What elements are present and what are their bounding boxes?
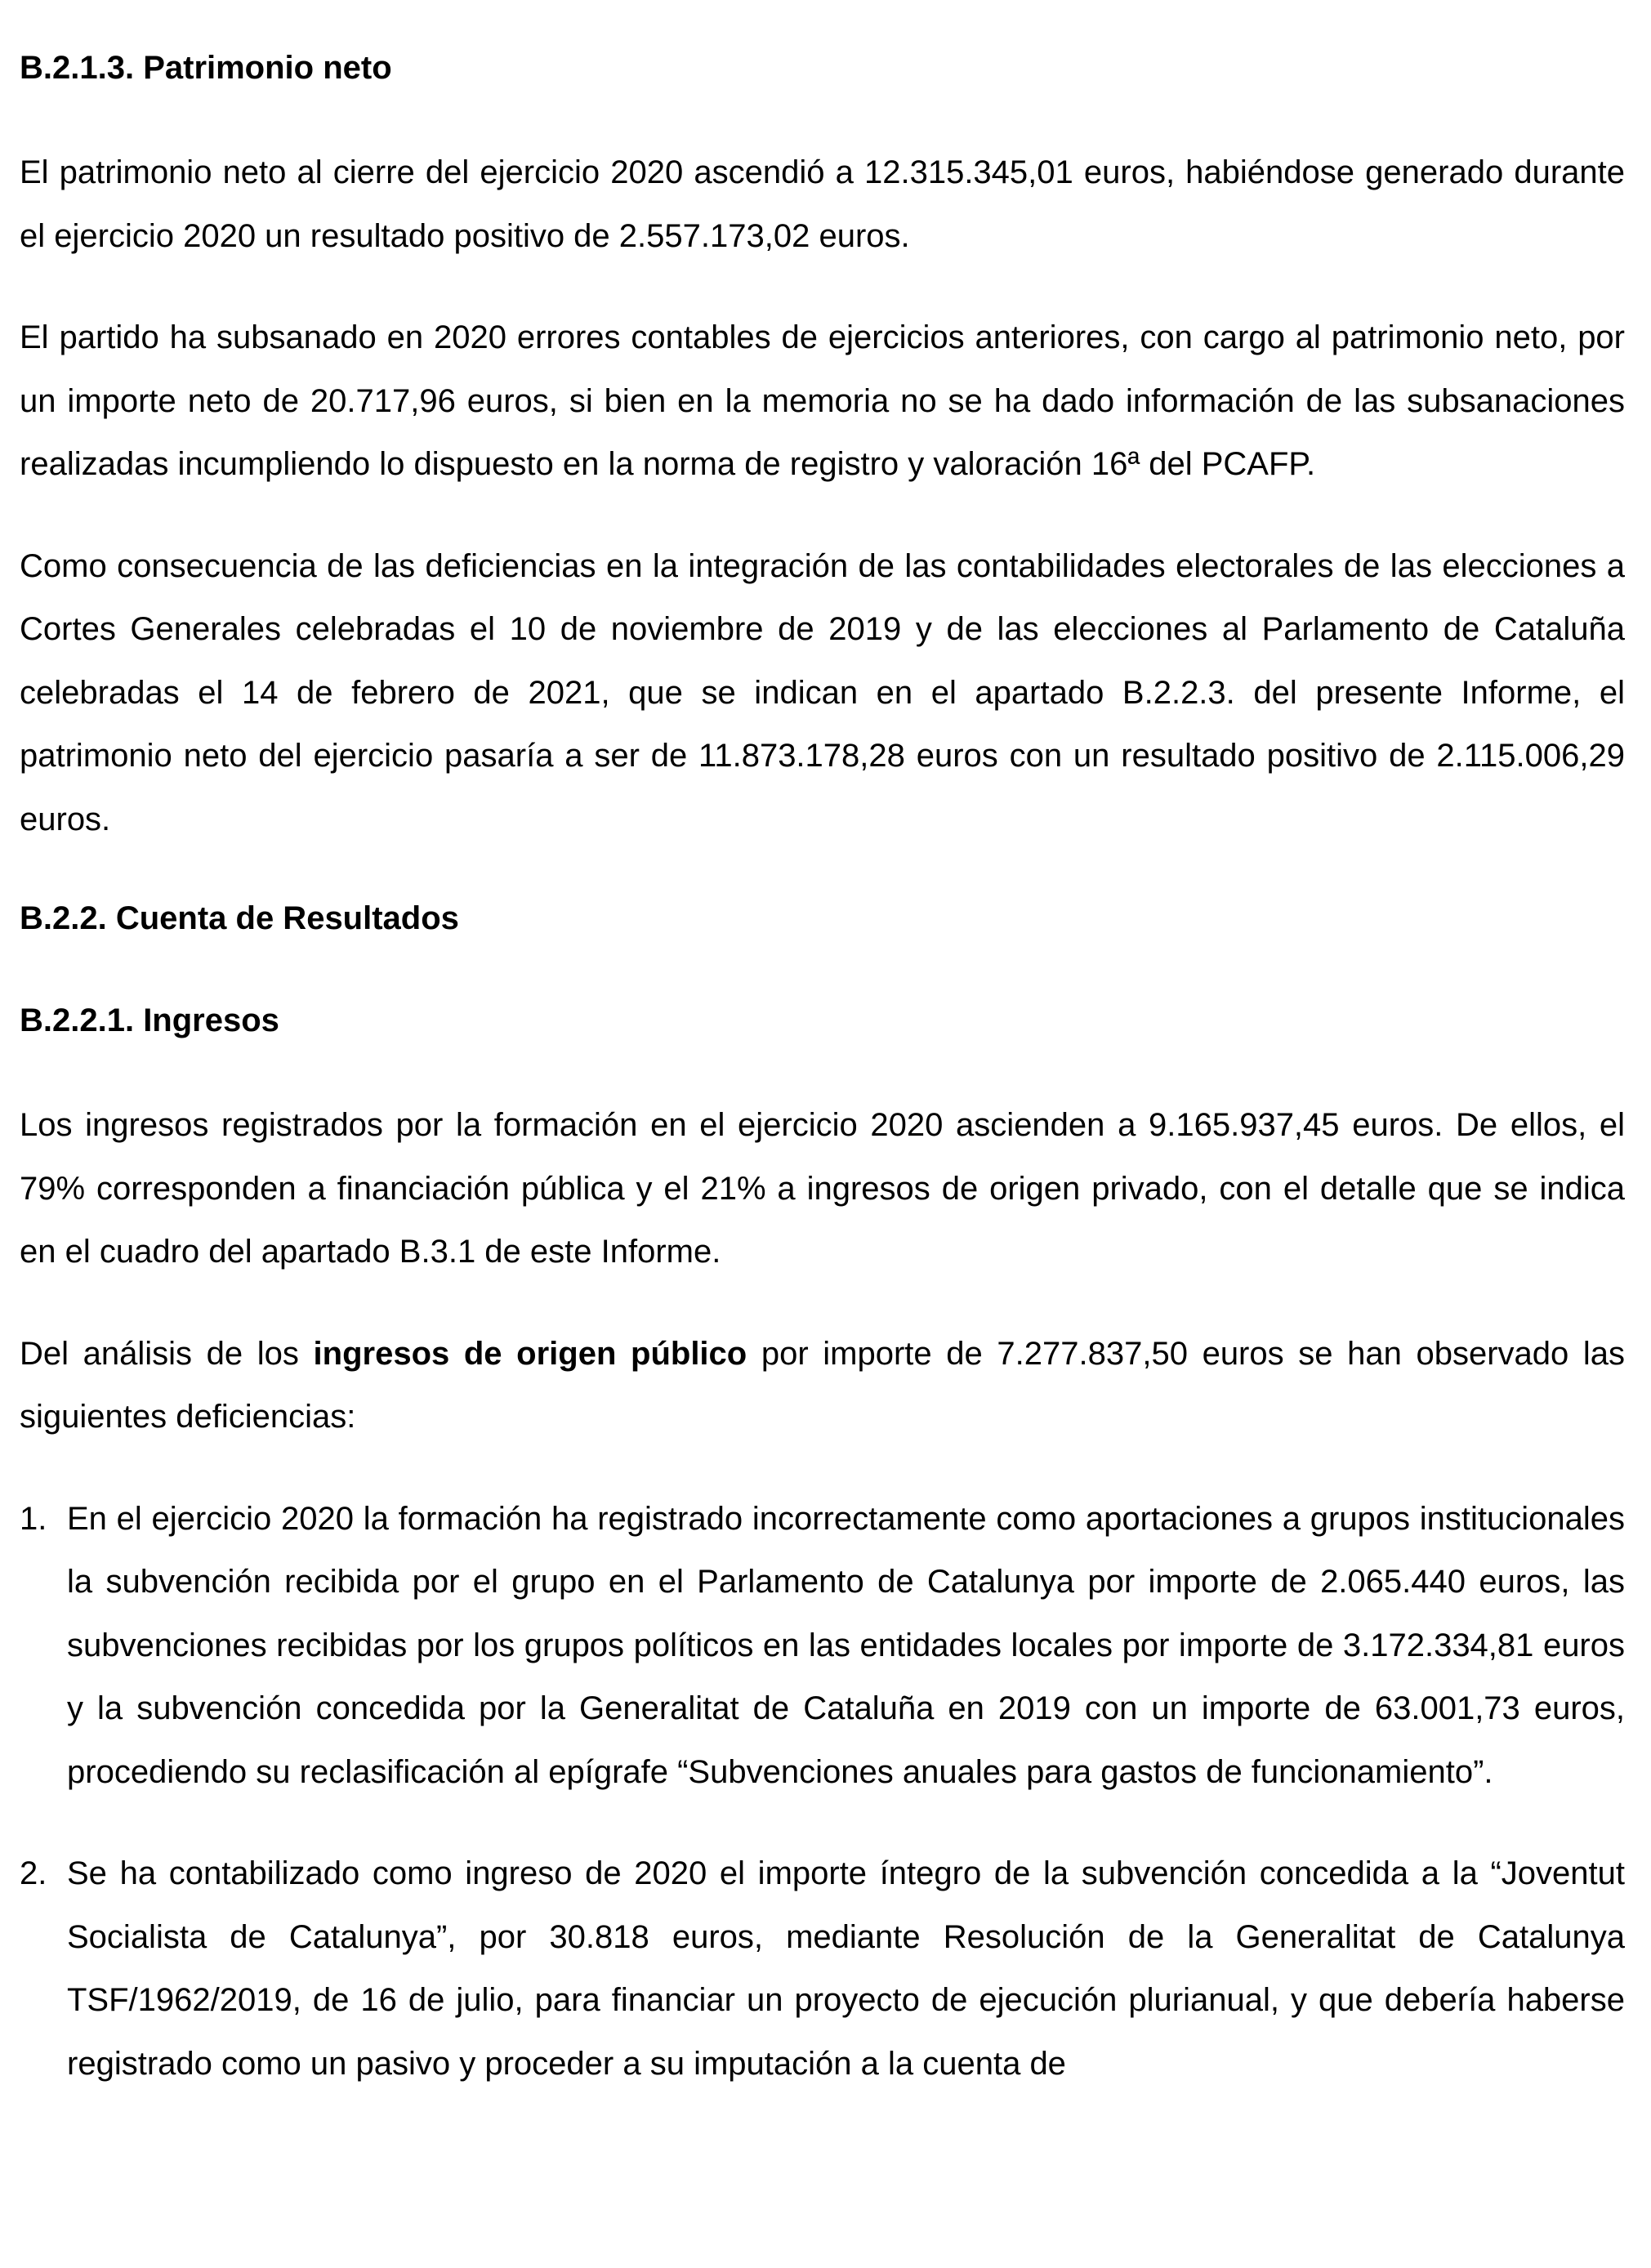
list-item-deficiencia-2 (20, 1842, 1625, 2096)
list-item-text: Se ha contabilizado como ingreso de 2020 el importe íntegro de la subvención concedida a la “Joventut Socialista de Catalunya”, por 30.818 euros, mediante Resolución de la Generalitat de Catalunya TSF/1962/2019, de 16 de julio, para financiar un proyecto de ejecución plurianual, y que debería haberse registrado como un pasivo y proceder a su imputación a la cuenta de (67, 1855, 1625, 2082)
heading-ingresos: B.2.2.1. Ingresos (20, 1002, 279, 1038)
paragraph-ingresos-publicos (20, 1323, 1625, 1449)
paragraph-subsanacion-errores: El partido ha subsanado en 2020 errores contables de ejercicios anteriores, con cargo al patrimonio neto, por un importe neto de 20.717,96 euros, si bien en la memoria no se ha dado información de las subsanaciones realizadas incumpliendo lo dispuesto en la norma de registro y valoración 16ª del PCAFP. (20, 319, 1625, 482)
heading-patrimonio-neto: B.2.1.3. Patrimonio neto (20, 50, 392, 86)
paragraph-deficiencias-integracion: Como consecuencia de las deficiencias en la integración de las contabilidades electorales de las elecciones a Cortes Generales celebradas el 10 de noviembre de 2019 y de las elecciones al Parlamento de Cataluña celebradas el 14 de febrero de 2021, que se indican en el apartado B.2.2.3. del presente Informe, el patrimonio neto del ejercicio pasaría a ser de 11.873.178,28 euros con un resultado positivo de 2.115.006,29 euros. (20, 547, 1625, 837)
list-item-number: 1. (20, 1500, 47, 1537)
list-item-deficiencia-1 (20, 1488, 1625, 1805)
document-page (20, 39, 1625, 2134)
paragraph-ingresos-publicos-bold: ingresos de origen público (313, 1335, 747, 1372)
paragraph-patrimonio-neto-total: El patrimonio neto al cierre del ejercicio 2020 ascendió a 12.315.345,01 euros, habiéndose generado durante el ejercicio 2020 un resultado positivo de 2.557.173,02 euros. (20, 154, 1625, 254)
list-item-number: 2. (20, 1855, 47, 1891)
paragraph-ingresos-registrados: Los ingresos registrados por la formación en el ejercicio 2020 ascienden a 9.165.937,45 euros. De ellos, el 79% corresponden a financiación pública y el 21% a ingresos de origen privado, con el detalle que se indica en el cuadro del apartado B.3.1 de este Informe. (20, 1107, 1625, 1270)
paragraph-ingresos-publicos-lead: Del análisis de los (20, 1335, 314, 1372)
heading-cuenta-resultados: B.2.2. Cuenta de Resultados (20, 900, 459, 936)
paragraph-ingresos-publicos-tail: por importe de 7.277.837,50 euros se han observado las siguientes deficiencias: (20, 1335, 1626, 1435)
list-item-text: En el ejercicio 2020 la formación ha registrado incorrectamente como aportaciones a grupos institucionales la subvención recibida por el grupo en el Parlamento de Catalunya por importe de 2.065.440 euros, las subvenciones recibidas por los grupos políticos en las entidades locales por importe de 3.172.334,81 euros y la subvención concedida por la Generalitat de Cataluña en 2019 con un importe de 63.001,73 euros, procediendo su reclasificación al epígrafe “Subvenciones anuales para gastos de funcionamiento”. (67, 1500, 1625, 1790)
